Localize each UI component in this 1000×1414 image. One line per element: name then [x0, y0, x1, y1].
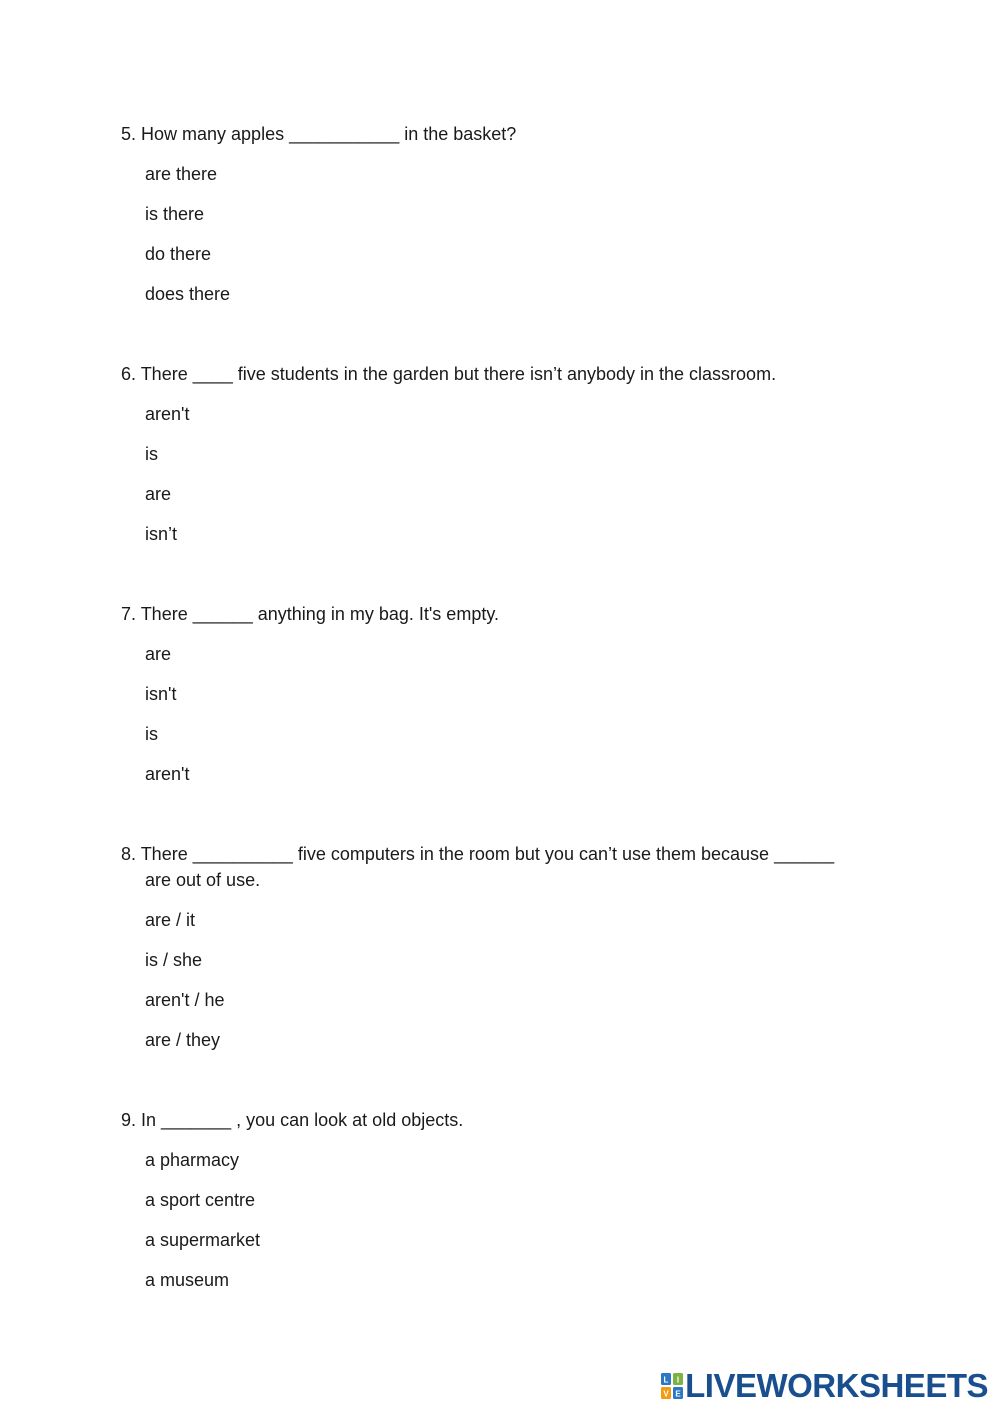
- liveworksheets-brand: [661, 1366, 988, 1406]
- question-9-option-1[interactable]: a pharmacy: [145, 1150, 240, 1170]
- question-8-text: 8. There __________ five computers in the room but you can’t use them because ______ are out of use.: [121, 844, 840, 890]
- question-9-text: 9. In _______ , you can look at old objects.: [121, 1110, 464, 1130]
- question-8-option-3[interactable]: aren't / he: [145, 990, 225, 1010]
- question-7-option-4[interactable]: aren't: [145, 764, 190, 784]
- question-5-option-4[interactable]: does there: [145, 284, 231, 304]
- question-7-option-1[interactable]: are: [145, 644, 172, 664]
- question-5-options: [121, 161, 861, 307]
- svg-text:I: I: [677, 1375, 680, 1385]
- liveworksheets-logo-icon: [661, 1373, 683, 1399]
- question-5-text: 5. How many apples ___________ in the basket?: [121, 124, 517, 144]
- question-6-text: 6. There ____ five students in the garden but there isn’t anybody in the classroom.: [121, 364, 777, 384]
- question-6: [121, 361, 861, 547]
- question-9: [121, 1107, 861, 1293]
- question-6-option-3[interactable]: are: [145, 484, 172, 504]
- question-9-option-4[interactable]: a museum: [145, 1270, 230, 1290]
- svg-text:V: V: [663, 1389, 669, 1399]
- question-6-options: [121, 401, 861, 547]
- liveworksheets-wordmark: LIVEWORKSHEETS: [685, 1367, 988, 1404]
- question-6-option-1[interactable]: aren't: [145, 404, 190, 424]
- question-5-option-2[interactable]: is there: [145, 204, 205, 224]
- question-7-option-3[interactable]: is: [145, 724, 158, 744]
- svg-text:L: L: [663, 1375, 669, 1385]
- question-5-option-1[interactable]: are there: [145, 164, 218, 184]
- svg-text:E: E: [675, 1389, 681, 1399]
- question-8-option-2[interactable]: is / she: [145, 950, 203, 970]
- question-8-options: [121, 907, 861, 1053]
- question-7: [121, 601, 861, 787]
- question-8-option-4[interactable]: are / they: [145, 1030, 221, 1050]
- question-5: [121, 121, 861, 307]
- question-6-option-4[interactable]: isn’t: [145, 524, 178, 544]
- question-5-option-3[interactable]: do there: [145, 244, 212, 264]
- question-8-option-1[interactable]: are / it: [145, 910, 196, 930]
- question-9-option-3[interactable]: a supermarket: [145, 1230, 261, 1250]
- question-9-option-2[interactable]: a sport centre: [145, 1190, 256, 1210]
- question-7-text: 7. There ______ anything in my bag. It's empty.: [121, 604, 499, 624]
- question-8: [121, 841, 861, 1053]
- question-9-options: [121, 1147, 861, 1293]
- question-7-options: [121, 641, 861, 787]
- question-7-option-2[interactable]: isn't: [145, 684, 177, 704]
- question-6-option-2[interactable]: is: [145, 444, 158, 464]
